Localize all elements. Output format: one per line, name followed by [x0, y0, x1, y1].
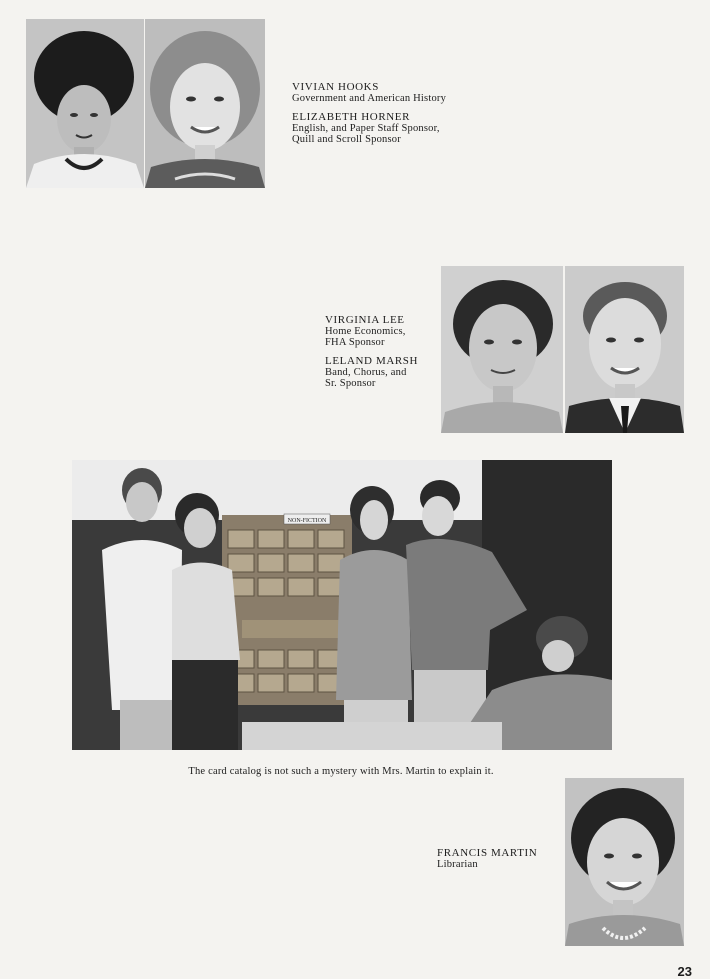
portrait-elizabeth-horner [145, 19, 265, 188]
group-photo-card-catalog [72, 460, 612, 750]
portrait-virginia-lee-image [441, 266, 563, 433]
portrait-vivian-hooks [26, 19, 144, 188]
card-catalog-scene [72, 460, 612, 750]
teacher-role-line: English, and Paper Staff Sponsor, [292, 123, 440, 134]
teacher-role-line: FHA Sponsor [325, 337, 385, 348]
teacher-role-line: Sr. Sponsor [325, 378, 376, 389]
teacher-name: VIRGINIA LEE [325, 314, 405, 326]
portrait-francis-martin [565, 778, 684, 946]
portrait-elizabeth-horner-image [145, 19, 265, 188]
caption-group-2 [325, 315, 418, 389]
portrait-leland-marsh [565, 266, 684, 433]
teacher-name: LELAND MARSH [325, 355, 419, 367]
portrait-francis-martin-image [565, 778, 684, 946]
teacher-name: ELIZABETH HORNER [292, 111, 411, 123]
portrait-vivian-hooks-image [26, 19, 144, 188]
portrait-virginia-lee [441, 266, 563, 433]
teacher-role-line: Government and American History [292, 93, 447, 104]
portrait-leland-marsh-image [565, 266, 684, 433]
caption-group-1 [292, 82, 446, 145]
teacher-name: VIVIAN HOOKS [292, 81, 379, 93]
caption-group-3 [437, 848, 537, 870]
teacher-name: FRANCIS MARTIN [437, 847, 538, 859]
page-number: 23 [677, 964, 692, 979]
teacher-role-line: Quill and Scroll Sponsor [292, 134, 401, 145]
teacher-role-line: Librarian [437, 859, 478, 870]
teacher-role-line: Band, Chorus, and [325, 367, 407, 378]
drawer-label: NON-FICTION [287, 518, 327, 524]
teacher-role-line: Home Economics, [325, 326, 406, 337]
group-photo-caption: The card catalog is not such a mystery with Mrs. Martin to explain it. [188, 766, 494, 777]
